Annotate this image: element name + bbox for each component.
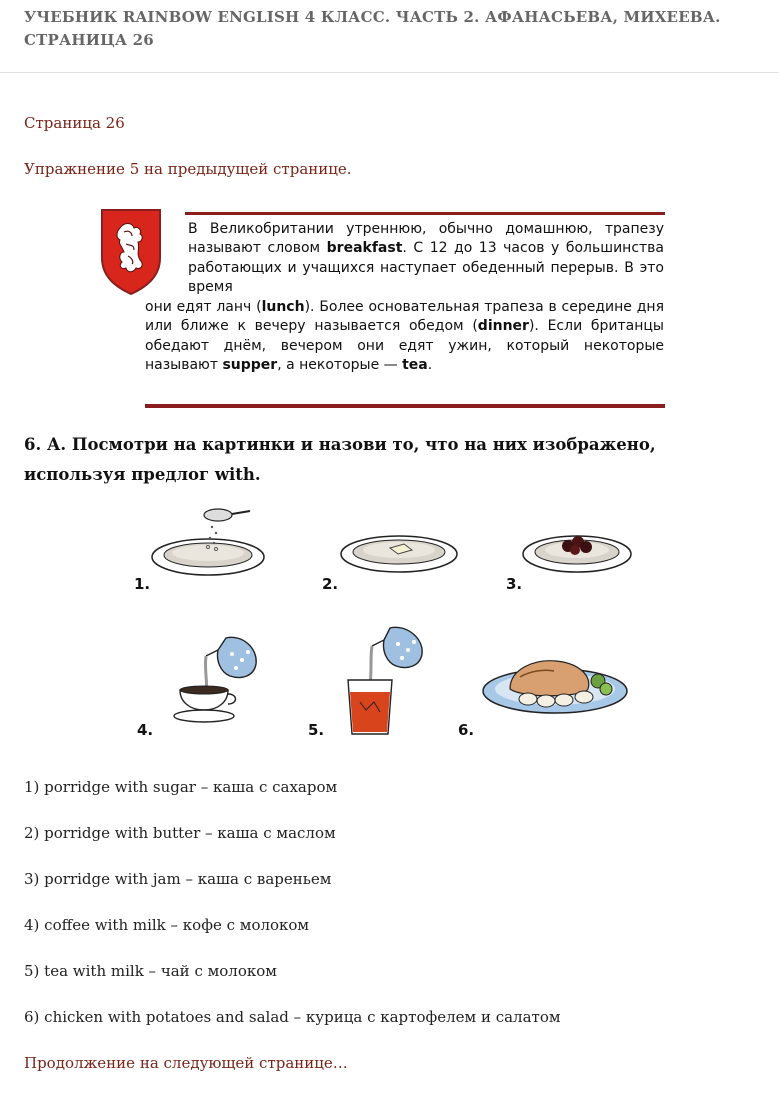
illustration-number-6: 6. <box>458 721 475 739</box>
info-bottom-rule <box>145 404 665 408</box>
illustration-number-2: 2. <box>322 575 339 593</box>
illustration-number-5: 5. <box>308 721 325 739</box>
coffee-milk-icon <box>168 630 263 725</box>
answer-5: 5) tea with milk – чай с молоком <box>24 962 277 980</box>
page-header <box>0 0 779 73</box>
lion-shield-icon <box>100 208 162 296</box>
culture-info-box <box>100 208 666 412</box>
answer-4: 4) coffee with milk – кофе с молоком <box>24 916 310 934</box>
answer-3: 3) porridge with jam – каша с вареньем <box>24 870 332 888</box>
next-page-link[interactable]: Продолжение на следующей странице… <box>24 1054 348 1072</box>
info-paragraph-1: В Великобритании утреннюю, обычно домашнюю, трапезу называют словом breakfast. С 12 до 13 часов у большинства работающих и учащихся наступает обеденный перерыв. В это время <box>188 221 664 296</box>
page-title: УЧЕБНИК RAINBOW ENGLISH 4 КЛАСС. ЧАСТЬ 2. АФАНАСЬЕВА, МИХЕЕВА. СТРАНИЦА 26 <box>24 8 721 49</box>
porridge-butter-icon <box>338 530 460 578</box>
exercise-6-title: 6. А. Посмотри на картинки и назови то, что на них изображено, используя предлог with. <box>24 435 656 484</box>
porridge-sugar-icon <box>150 505 270 580</box>
illustration-number-1: 1. <box>134 575 151 593</box>
illustration-number-4: 4. <box>137 721 154 739</box>
answer-6: 6) chicken with potatoes and salad – курица с картофелем и салатом <box>24 1008 561 1026</box>
info-top-rule <box>185 212 665 215</box>
previous-page-link[interactable]: Упражнение 5 на предыдущей странице. <box>24 160 352 178</box>
page-number-link[interactable]: Страница 26 <box>24 114 125 132</box>
porridge-jam-icon <box>520 528 635 578</box>
chicken-potatoes-salad-icon <box>480 655 630 717</box>
info-paragraph-2: они едят ланч (lunch). Более основательная трапеза в середине дня или ближе к вечеру называется обедом (dinner). Если британцы обедают днём, вечером они едят ужин, который некоторые называют supper, а некоторые — tea. <box>145 299 664 374</box>
answer-1: 1) porridge with sugar – каша с сахаром <box>24 778 338 796</box>
tea-milk-icon <box>340 622 430 740</box>
illustration-number-3: 3. <box>506 575 523 593</box>
answer-2: 2) porridge with butter – каша с маслом <box>24 824 336 842</box>
